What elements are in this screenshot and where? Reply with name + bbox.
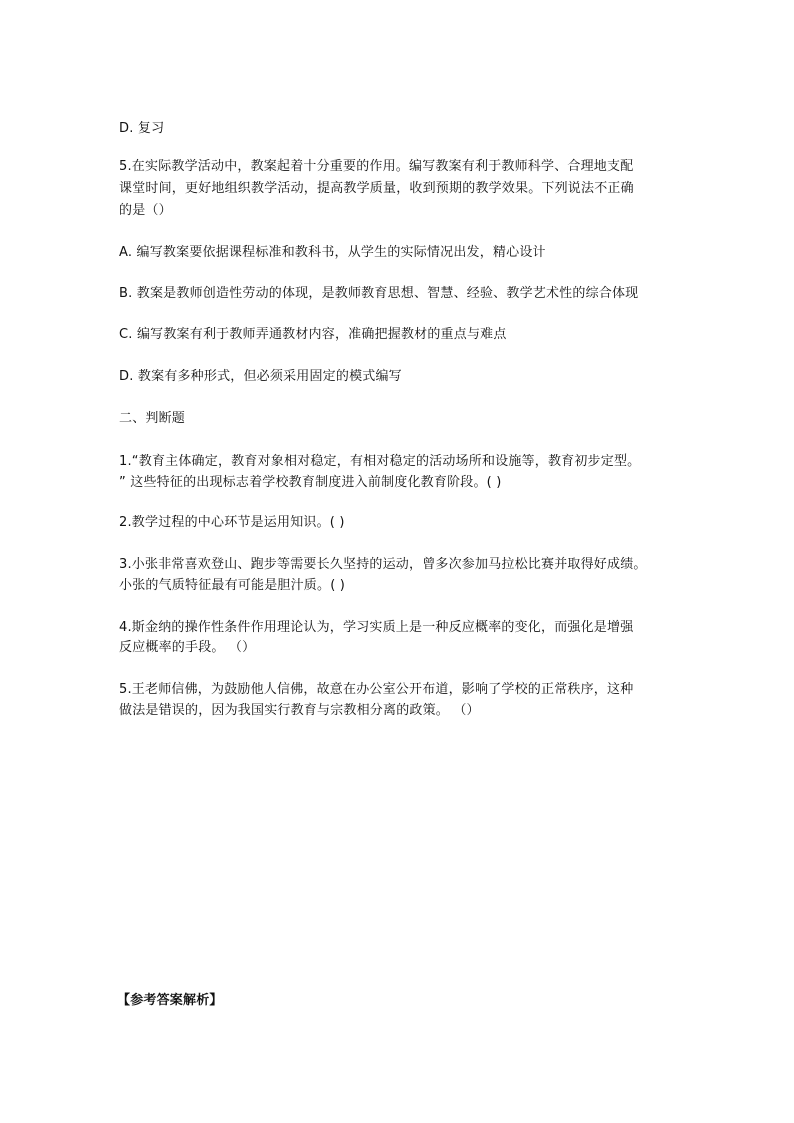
q5-option-c: C. 编写教案有利于教师弄通教材内容，准确把握教材的重点与难点 — [119, 327, 507, 342]
tf-item-1-line-1: 1.“教育主体确定，教育对象相对稳定，有相对稳定的活动场所和设施等，教育初步定型。 — [119, 454, 641, 469]
tf-item-5-line-2: 做法是错误的，因为我国实行教育与宗教相分离的政策。 （） — [119, 703, 480, 718]
tf-item-1-line-2: ” 这些特征的出现标志着学校教育制度进入前制度化教育阶段。( ) — [119, 475, 502, 490]
tf-item-3-line-1: 3.小张非常喜欢登山、跑步等需要长久坚持的运动，曾多次参加马拉松比赛并取得好成绩。 — [119, 557, 647, 572]
answer-section-heading: 【参考答案解析】 — [117, 993, 223, 1008]
prev-question-option-d: D. 复习 — [119, 121, 165, 136]
q5-option-a: A. 编写教案要依据课程标准和教科书，从学生的实际情况出发，精心设计 — [119, 245, 546, 260]
section-heading-true-false: 二、判断题 — [119, 411, 186, 426]
q5-option-b: B. 教案是教师创造性劳动的体现，是教师教育思想、智慧、经验、教学艺术性的综合体现 — [119, 286, 639, 301]
tf-item-4-line-2: 反应概率的手段。 （） — [119, 640, 256, 655]
q5-stem-line-2: 课堂时间，更好地组织教学活动，提高教学质量，收到预期的教学效果。下列说法不正确 — [119, 181, 634, 196]
tf-item-3-line-2: 小张的气质特征最有可能是胆汁质。( ) — [119, 578, 346, 593]
tf-item-5-line-1: 5.王老师信佛，为鼓励他人信佛，故意在办公室公开布道，影响了学校的正常秩序，这种 — [119, 682, 634, 697]
q5-stem-line-1: 5.在实际教学活动中，教案起着十分重要的作用。编写教案有利于教师科学、合理地支配 — [119, 159, 634, 174]
q5-option-d: D. 教案有多种形式，但必须采用固定的模式编写 — [119, 369, 402, 384]
tf-item-2-line-1: 2.教学过程的中心环节是运用知识。( ) — [119, 515, 345, 530]
q5-stem-line-3: 的是（） — [119, 203, 172, 218]
tf-item-4-line-1: 4.斯金纳的操作性条件作用理论认为，学习实质上是一种反应概率的变化，而强化是增强 — [119, 620, 634, 635]
